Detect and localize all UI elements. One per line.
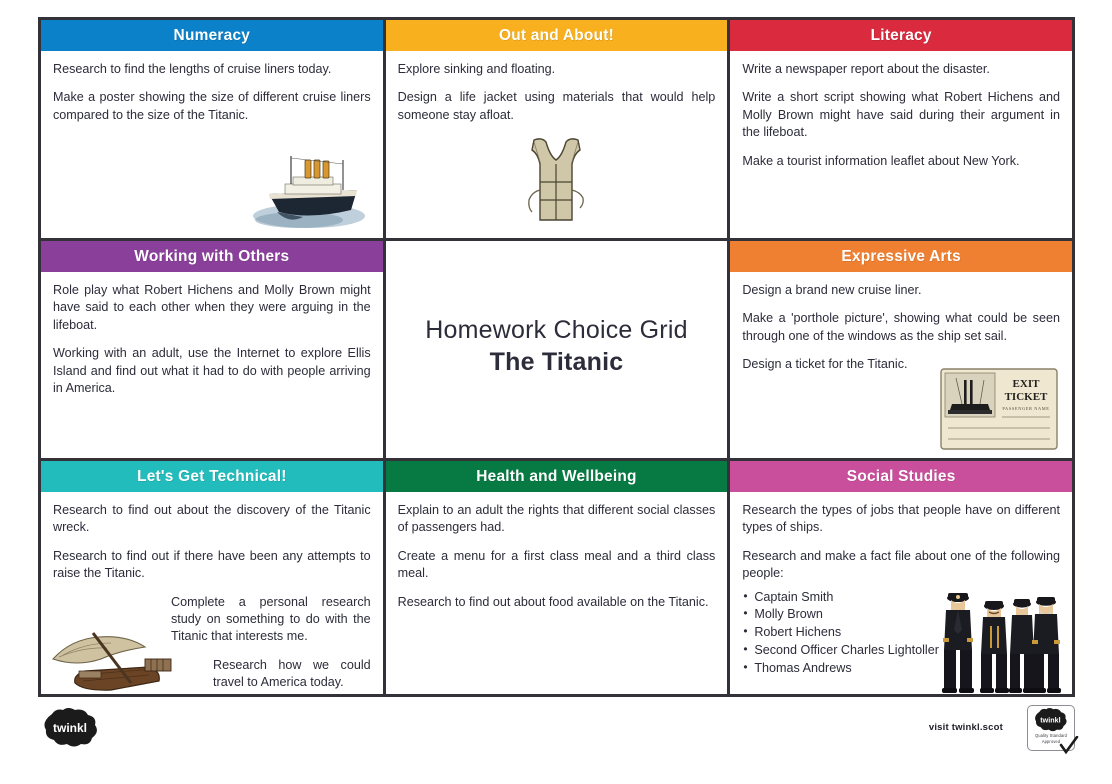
ticket-line-1: EXIT <box>1012 378 1040 390</box>
task-text: Research and make a fact file about one of the following people: <box>742 548 1060 581</box>
cell-body-numeracy <box>41 51 383 238</box>
cell-header-out-and-about: Out and About! <box>386 20 728 51</box>
task-text: Explore sinking and floating. <box>397 62 556 76</box>
checkmark-icon <box>1059 736 1079 756</box>
cell-working-with-others <box>41 241 383 458</box>
task-text: Research to find out if there have been any attempts to raise the Titanic. <box>53 548 371 581</box>
task-text: Design a brand new cruise liner. <box>742 283 922 297</box>
life-jacket-icon <box>520 134 592 234</box>
titanic-officers-icon <box>936 584 1064 694</box>
task-text: Role play what Robert Hichens and Molly Brown might have said to each other when they were arguing in the lifeboat. <box>53 283 371 332</box>
cell-body-expressive-arts <box>730 272 1072 458</box>
task-text: Create a menu for a first class meal and a third class meal. <box>397 548 716 581</box>
page-footer <box>38 700 1075 760</box>
badge-line-2: Approved <box>1041 739 1061 744</box>
title-line-1: Homework Choice Grid <box>425 316 688 345</box>
cell-health-and-wellbeing <box>386 461 728 694</box>
cell-body-health-and-wellbeing <box>386 492 728 694</box>
cell-expressive-arts <box>730 241 1072 458</box>
list-item: • Second Officer Charles Lightoller <box>742 642 1060 660</box>
task-text: Research how we could travel to America today. <box>213 657 371 689</box>
twinkl-badge-wordmark: twinkl <box>1040 715 1061 725</box>
cell-header-working-with-others: Working with Others <box>41 241 383 272</box>
list-item: • Robert Hichens <box>742 624 1060 642</box>
cell-body-lets-get-technical <box>41 492 383 694</box>
shipwreck-icon <box>49 595 199 694</box>
cell-body-out-and-about <box>386 51 728 238</box>
task-text: Working with an adult, use the Internet to explore Ellis Island and find out what it had to do with people arriving in America. <box>53 346 371 395</box>
title-line-2: The Titanic <box>489 347 624 376</box>
ticket-line-2: TICKET <box>1004 391 1048 403</box>
visit-link[interactable]: visit twinkl.scot <box>928 722 1003 733</box>
page-title <box>425 315 687 384</box>
cell-body-working-with-others <box>41 272 383 458</box>
task-text: Write a short script showing what Robert Hichens and Molly Brown might have said during their argument in the lifeboat. <box>742 90 1060 140</box>
task-text: Make a 'porthole picture', showing what could be seen through one of the windows as the ship set sail. <box>742 311 1060 343</box>
cell-literacy <box>730 20 1072 238</box>
cell-header-lets-get-technical: Let's Get Technical! <box>41 461 383 492</box>
cell-numeracy <box>41 20 383 238</box>
cell-body-social-studies <box>730 492 1072 694</box>
titanic-ship-icon <box>239 154 371 234</box>
cell-out-and-about <box>386 20 728 238</box>
list-item: • Molly Brown <box>742 606 1060 624</box>
ticket-line-3: PASSENGER NAME <box>1002 406 1050 411</box>
cell-body-literacy <box>730 51 1072 238</box>
cell-social-studies <box>730 461 1072 694</box>
cell-header-literacy: Literacy <box>730 20 1072 51</box>
task-text: Make a tourist information leaflet about New York. <box>742 153 1020 168</box>
task-text: Make a poster showing the size of different cruise liners compared to the size of the Titanic. <box>53 90 371 122</box>
task-text: Research the types of jobs that people have on different types of ships. <box>742 503 1060 535</box>
task-text: Design a life jacket using materials that would help someone stay afloat. <box>397 90 716 122</box>
badge-line-1: Quality Standard <box>1034 733 1068 738</box>
cell-center-title <box>386 241 728 458</box>
cell-header-social-studies: Social Studies <box>730 461 1072 492</box>
task-text: Write a newspaper report about the disaster. <box>742 62 990 76</box>
cell-header-numeracy: Numeracy <box>41 20 383 51</box>
cell-header-health-and-wellbeing: Health and Wellbeing <box>386 461 728 492</box>
quality-standard-badge <box>1027 705 1075 751</box>
twinkl-wordmark: twinkl <box>52 721 88 735</box>
list-item: • Thomas Andrews <box>742 660 1060 678</box>
cell-header-expressive-arts: Expressive Arts <box>730 241 1072 272</box>
twinkl-badge-logo-icon <box>1031 708 1071 732</box>
task-text: Research to find out about food available on the Titanic. <box>397 594 709 609</box>
exit-ticket-icon <box>940 368 1058 450</box>
twinkl-logo-icon[interactable] <box>40 708 102 748</box>
choice-grid <box>38 17 1075 697</box>
task-text: Explain to an adult the rights that different social classes of passengers had. <box>397 503 716 535</box>
list-item: • Captain Smith <box>742 589 1060 607</box>
cell-lets-get-technical <box>41 461 383 694</box>
task-text: Complete a personal research study on something to do with the Titanic that interests me. <box>171 594 371 644</box>
task-text: Research to find the lengths of cruise liners today. <box>53 62 332 76</box>
task-text: Research to find out about the discovery of the Titanic wreck. <box>53 503 371 535</box>
task-text: Design a ticket for the Titanic. <box>742 357 908 372</box>
